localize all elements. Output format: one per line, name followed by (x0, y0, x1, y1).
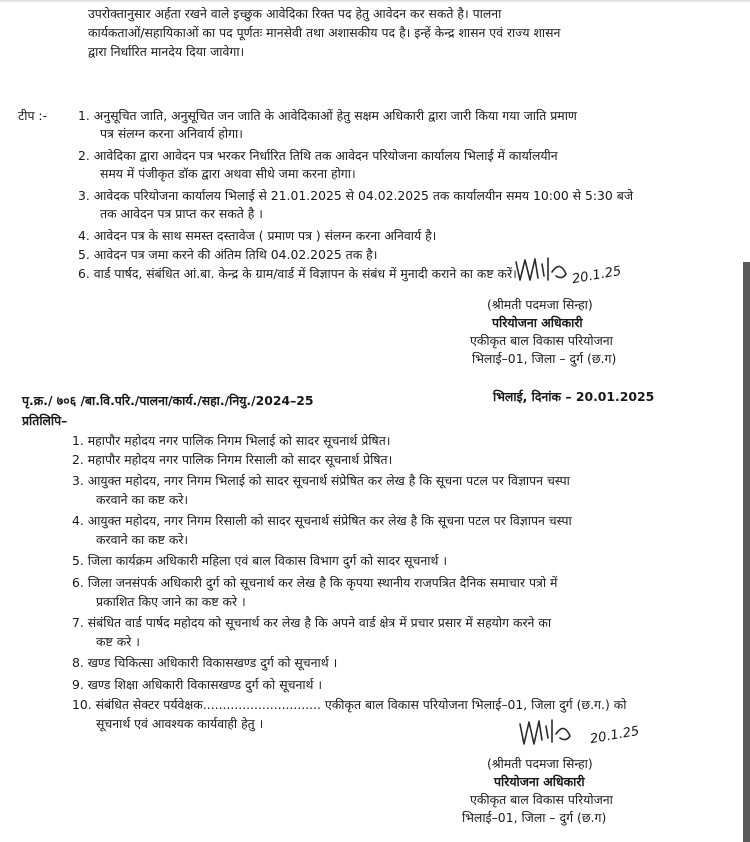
signatory-1-project: एकीकृत बाल विकास परियोजना (470, 333, 613, 348)
copy-item: 3. आयुक्त महोदय, नगर निगम भिलाई को सादर सूचनार्थ संप्रेषित कर लेख है कि सूचना पटल पर विज्ञापन चस्पा (72, 473, 570, 488)
signatory-1-name: (श्रीमती पदमजा सिन्हा) (487, 297, 593, 312)
signatory-2-place: भिलाई–01, जिला – दुर्ग (छ.ग) (462, 810, 607, 825)
signature-mark-2 (512, 712, 592, 756)
note-item: 1. अनुसूचित जाति, अनुसूचित जन जाति के आवेदिकाओं हेतु सक्षम अधिकारी द्वारा जारी किया गया जाति प्रमाण (78, 108, 577, 123)
signatory-2-designation: परियोजना अधिकारी (494, 774, 585, 789)
note-item-continuation: समय में पंजीकृत डॉक द्वारा अथवा सीधे जमा करना होगा। (100, 166, 356, 181)
copy-item: 8. खण्ड चिकित्सा अधिकारी विकासखण्ड दुर्ग को सूचनार्थ । (72, 655, 338, 670)
intro-line: कार्यकताओं/सहायिकाओं का पद पूर्णतः मानसेवी तथा अशासकीय पद है। इन्हें केन्द्र शासन एवं राज्य शासन (88, 25, 561, 40)
signatory-2-project: एकीकृत बाल विकास परियोजना (470, 792, 613, 807)
note-item-continuation: पत्र संलग्न करना अनिवार्य होगा। (100, 126, 243, 141)
copy-item: 2. महापौर महोदय नगर पालिक निगम रिसाली को सादर सूचनार्थ प्रेषित। (72, 452, 393, 467)
copy-item-continuation: सूचनार्थ एवं आवश्यक कार्यवाही हेतु । (96, 716, 264, 731)
note-item: 4. आवेदन पत्र के साथ समस्त दस्तावेज ( प्रमाण पत्र ) संलग्न करना अनिवार्य है। (78, 228, 437, 243)
copy-item: 4. आयुक्त महोदय, नगर निगम रिसाली को सादर सूचनार्थ संप्रेषित कर लेख है कि सूचना पटल पर विज्ञापन चस्पा (72, 513, 572, 528)
signatory-2-name: (श्रीमती पदमजा सिन्हा) (487, 756, 593, 771)
note-item: 2. आवेदिका द्वारा आवेदन पत्र भरकर निर्धारित तिथि तक आवेदन परियोजना कार्यालय भिलाई में कार्यालयीन (78, 148, 558, 163)
copy-item: 10. संबंधित सेक्टर पर्यवेक्षक.............................. एकीकृत बाल विकास परियोजना भिलाई–01, जिला दुर्ग (छ.ग.) को (72, 697, 627, 712)
copy-item-continuation: प्रकाशित किए जाने का कष्ट करे । (96, 594, 246, 609)
intro-line: उपरोक्तानुसार अर्हता रखने वाले इच्छुक आवेदिका रिक्त पद हेतु आवेदन कर सकते है। पालना (88, 6, 502, 21)
note-label: टीप :- (18, 108, 48, 123)
reference-date: भिलाई, दिनांक – 20.01.2025 (493, 389, 655, 404)
signatory-1-place: भिलाई–01, जिला – दुर्ग (छ.ग) (472, 351, 617, 366)
note-item: 5. आवेदन पत्र जमा करने की अंतिम तिथि 04.02.2025 तक है। (78, 247, 378, 262)
note-item-continuation: तक आवेदन पत्र प्राप्त कर सकते है । (100, 206, 263, 221)
page-fold-shadow (0, 0, 750, 3)
reference-number: पृ.क्र./ ७०६ /बा.वि.परि./पालना/कार्य./सहा./नियु./2024–25 (22, 393, 314, 408)
copy-item: 5. जिला कार्यक्रम अधिकारी महिला एवं बाल विकास विभाग दुर्ग को सादर सूचनार्थ । (72, 553, 448, 568)
copy-item-continuation: करवाने का कष्ट करे। (96, 492, 189, 507)
copy-item: 9. खण्ड शिक्षा अधिकारी विकासखण्ड दुर्ग को सूचनार्थ । (72, 677, 323, 692)
copy-to-label: प्रतिलिपि– (22, 413, 68, 428)
copy-item: 1. महापौर महोदय नगर पालिक निगम भिलाई को सादर सूचनार्थ प्रेषित। (72, 433, 391, 448)
copy-item-continuation: कष्ट करे । (96, 634, 140, 649)
copy-item: 7. संबंधित वार्ड पार्षद महोदय को सूचनार्थ कर लेख है कि अपने वार्ड क्षेत्र में प्रचार प्रसार में सहयोग करने का (72, 615, 552, 630)
signature-date-1: 20.1.25 (570, 263, 623, 288)
copy-item: 6. जिला जनसंपर्क अधिकारी दुर्ग को सूचनार्थ कर लेख है कि कृपया स्थानीय राजपत्रित दैनिक समाचार पत्रो में (72, 575, 558, 590)
note-item: 3. आवेदक परियोजना कार्यालय भिलाई से 21.01.2025 से 04.02.2025 तक कार्यालयीन समय 10:00 से 5:30 बजे (78, 188, 634, 203)
signatory-1-designation: परियोजना अधिकारी (492, 315, 583, 330)
signature-date-2: 20.1.25 (588, 723, 641, 748)
scan-edge-shadow (743, 262, 750, 842)
copy-item-continuation: करवाने का कष्ट करे। (96, 532, 189, 547)
intro-line: द्वारा निर्धारित मानदेय दिया जावेगा। (88, 44, 245, 59)
note-item: 6. वार्ड पार्षद, संबंधित आं.बा. केन्द्र के ग्राम/वार्ड में विज्ञापन के संबंध में मुनादी कराने का कष्ट करें। (78, 266, 517, 281)
